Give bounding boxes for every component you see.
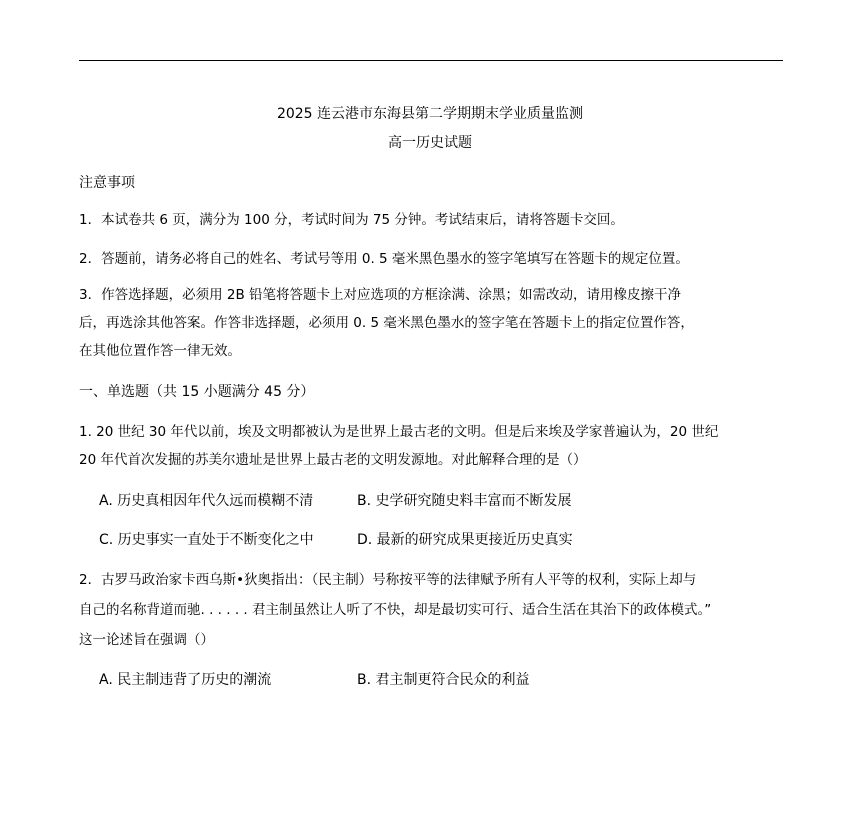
notice-heading: 注意事项 [79,175,135,191]
question-2-option-b: B. 君主制更符合民众的利益 [357,672,530,688]
question-2-line-2: 自己的名称背道而驰. . . . . . 君主制虽然让人听了不快，却是最切实可行、适合生活在其治下的政体模式。” [79,602,712,618]
exam-subtitle: 高一历史试题 [388,135,472,151]
notice-item-3-line-1: 3．作答选择题，必须用 2B 铅笔将答题卡上对应选项的方框涂满、涂黑；如需改动，请用橡皮擦干净 [79,287,682,303]
question-2-line-1: 2．古罗马政治家卡西乌斯•狄奥指出：（民主制）号称按平等的法律赋予所有人平等的权利，实际上却与 [79,572,697,588]
notice-item-3-line-2: 后，再选涂其他答案。作答非选择题，必须用 0. 5 毫米黑色墨水的签字笔在答题卡上的指定位置作答， [79,315,694,331]
question-2-option-a: A. 民主制违背了历史的潮流 [99,672,272,688]
question-1-option-c: C. 历史事实一直处于不断变化之中 [99,532,314,548]
question-2-line-3: 这一论述旨在强调（） [79,632,214,648]
question-1-option-d: D. 最新的研究成果更接近历史真实 [357,532,573,548]
exam-title: 2025 连云港市东海县第二学期期末学业质量监测 [276,106,584,122]
notice-item-2: 2．答题前，请务必将自己的姓名、考试号等用 0. 5 毫米黑色墨水的签字笔填写在答题卡的规定位置。 [79,251,689,267]
header-rule [79,60,783,61]
question-1-option-a: A. 历史真相因年代久远而模糊不清 [99,493,314,509]
notice-item-1: 1．本试卷共 6 页，满分为 100 分，考试时间为 75 分钟。考试结束后，请将答题卡交回。 [79,212,624,228]
question-1-line-1: 1. 20 世纪 30 年代以前，埃及文明都被认为是世界上最古老的文明。但是后来埃及学家普遍认为，20 世纪 [79,424,719,440]
question-1-option-b: B. 史学研究随史料丰富而不断发展 [357,493,572,509]
notice-item-3-line-3: 在其他位置作答一律无效。 [79,343,241,359]
question-1-line-2: 20 年代首次发掘的苏美尔遗址是世界上最古老的文明发源地。对此解释合理的是（） [79,452,587,468]
section-heading: 一、单选题（共 15 小题满分 45 分） [79,384,315,400]
